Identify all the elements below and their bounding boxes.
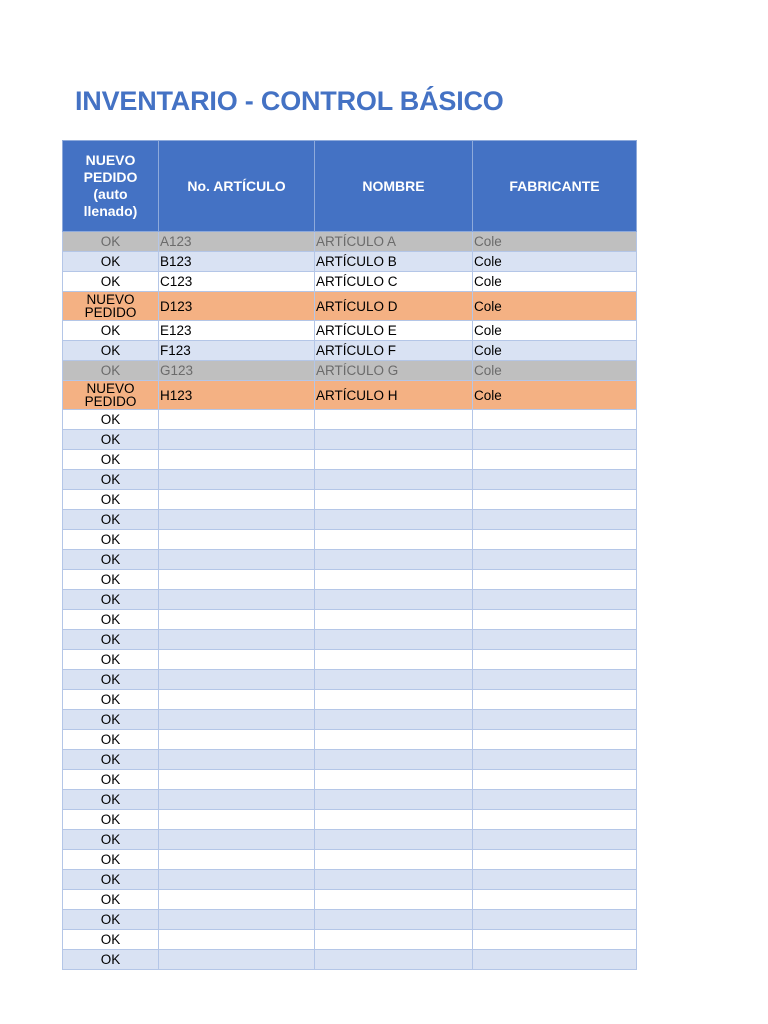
reorder-status-cell[interactable]: OK xyxy=(63,490,159,510)
item-number-cell[interactable]: G123 xyxy=(159,361,315,381)
manufacturer-cell[interactable] xyxy=(473,730,637,750)
manufacturer-cell[interactable] xyxy=(473,930,637,950)
item-name-cell[interactable] xyxy=(315,610,473,630)
table-row xyxy=(63,381,637,410)
reorder-status-cell[interactable]: OK xyxy=(63,410,159,430)
manufacturer-cell[interactable] xyxy=(473,810,637,830)
table-row xyxy=(63,770,637,790)
manufacturer-cell[interactable] xyxy=(473,410,637,430)
reorder-status-cell[interactable]: OK xyxy=(63,570,159,590)
item-name-cell[interactable] xyxy=(315,850,473,870)
item-number-cell[interactable]: A123 xyxy=(159,232,315,252)
item-number-cell[interactable] xyxy=(159,930,315,950)
manufacturer-cell[interactable] xyxy=(473,870,637,890)
item-name-cell[interactable] xyxy=(315,630,473,650)
reorder-status-cell[interactable]: OK xyxy=(63,510,159,530)
item-number-cell[interactable] xyxy=(159,750,315,770)
manufacturer-cell[interactable] xyxy=(473,670,637,690)
item-number-cell[interactable] xyxy=(159,910,315,930)
table-row xyxy=(63,470,637,490)
manufacturer-cell[interactable] xyxy=(473,850,637,870)
manufacturer-cell[interactable] xyxy=(473,490,637,510)
manufacturer-cell[interactable]: Cole xyxy=(473,381,637,410)
reorder-status-cell[interactable]: OK xyxy=(63,750,159,770)
manufacturer-cell[interactable]: Cole xyxy=(473,292,637,321)
item-number-cell[interactable] xyxy=(159,430,315,450)
table-row xyxy=(63,510,637,530)
item-number-cell[interactable] xyxy=(159,530,315,550)
reorder-status-cell[interactable]: OK xyxy=(63,910,159,930)
item-name-cell[interactable] xyxy=(315,450,473,470)
reorder-status-cell[interactable]: OK xyxy=(63,450,159,470)
table-row xyxy=(63,750,637,770)
item-number-cell[interactable] xyxy=(159,790,315,810)
item-number-cell[interactable] xyxy=(159,810,315,830)
item-name-cell[interactable] xyxy=(315,770,473,790)
manufacturer-cell[interactable] xyxy=(473,950,637,970)
inventory-table xyxy=(62,140,637,970)
item-number-cell[interactable] xyxy=(159,590,315,610)
reorder-status-cell[interactable]: OK xyxy=(63,830,159,850)
table-row xyxy=(63,850,637,870)
item-name-cell[interactable] xyxy=(315,550,473,570)
item-number-cell[interactable] xyxy=(159,710,315,730)
item-number-cell[interactable] xyxy=(159,610,315,630)
table-row xyxy=(63,530,637,550)
table-row xyxy=(63,710,637,730)
item-name-cell[interactable] xyxy=(315,810,473,830)
item-number-cell[interactable] xyxy=(159,730,315,750)
reorder-status-cell[interactable]: OK xyxy=(63,252,159,272)
item-number-cell[interactable] xyxy=(159,770,315,790)
table-row xyxy=(63,272,637,292)
table-row xyxy=(63,410,637,430)
col-header-item-number[interactable]: No. ARTÍCULO xyxy=(159,141,315,232)
table-row xyxy=(63,810,637,830)
manufacturer-cell[interactable]: Cole xyxy=(473,252,637,272)
table-row xyxy=(63,252,637,272)
reorder-status-cell[interactable]: OK xyxy=(63,690,159,710)
item-number-cell[interactable] xyxy=(159,510,315,530)
manufacturer-cell[interactable]: Cole xyxy=(473,232,637,252)
item-number-cell[interactable]: H123 xyxy=(159,381,315,410)
reorder-status-cell[interactable]: OK xyxy=(63,870,159,890)
item-name-cell[interactable]: ARTÍCULO A xyxy=(315,232,473,252)
item-number-cell[interactable]: D123 xyxy=(159,292,315,321)
item-name-cell[interactable]: ARTÍCULO H xyxy=(315,381,473,410)
item-name-cell[interactable] xyxy=(315,790,473,810)
table-row xyxy=(63,321,637,341)
table-row xyxy=(63,550,637,570)
manufacturer-cell[interactable] xyxy=(473,890,637,910)
reorder-status-cell[interactable]: OK xyxy=(63,710,159,730)
manufacturer-cell[interactable] xyxy=(473,650,637,670)
table-row xyxy=(63,490,637,510)
reorder-status-cell[interactable]: OK xyxy=(63,930,159,950)
item-number-cell[interactable]: F123 xyxy=(159,341,315,361)
table-row xyxy=(63,890,637,910)
reorder-status-cell[interactable]: OK xyxy=(63,610,159,630)
manufacturer-cell[interactable] xyxy=(473,790,637,810)
item-name-cell[interactable] xyxy=(315,870,473,890)
manufacturer-cell[interactable] xyxy=(473,450,637,470)
table-header xyxy=(63,141,637,232)
reorder-status-cell[interactable]: OK xyxy=(63,770,159,790)
item-name-cell[interactable] xyxy=(315,510,473,530)
manufacturer-cell[interactable]: Cole xyxy=(473,361,637,381)
item-name-cell[interactable] xyxy=(315,710,473,730)
manufacturer-cell[interactable] xyxy=(473,910,637,930)
manufacturer-cell[interactable] xyxy=(473,510,637,530)
reorder-status-cell[interactable]: OK xyxy=(63,530,159,550)
table-row xyxy=(63,690,637,710)
item-name-cell[interactable] xyxy=(315,410,473,430)
table-row xyxy=(63,950,637,970)
item-name-cell[interactable]: ARTÍCULO G xyxy=(315,361,473,381)
item-number-cell[interactable] xyxy=(159,890,315,910)
item-name-cell[interactable] xyxy=(315,650,473,670)
item-name-cell[interactable] xyxy=(315,490,473,510)
col-header-reorder[interactable]: NUEVO PEDIDO (auto llenado) xyxy=(63,141,159,232)
item-number-cell[interactable] xyxy=(159,410,315,430)
item-number-cell[interactable]: C123 xyxy=(159,272,315,292)
item-number-cell[interactable] xyxy=(159,650,315,670)
manufacturer-cell[interactable] xyxy=(473,690,637,710)
reorder-status-cell[interactable]: OK xyxy=(63,630,159,650)
item-name-cell[interactable] xyxy=(315,570,473,590)
item-name-cell[interactable]: ARTÍCULO E xyxy=(315,321,473,341)
reorder-status-cell[interactable]: OK xyxy=(63,890,159,910)
table-row xyxy=(63,630,637,650)
table-row xyxy=(63,790,637,810)
reorder-status-cell[interactable]: OK xyxy=(63,650,159,670)
table-row xyxy=(63,870,637,890)
manufacturer-cell[interactable] xyxy=(473,590,637,610)
manufacturer-cell[interactable]: Cole xyxy=(473,321,637,341)
table-row xyxy=(63,430,637,450)
table-row xyxy=(63,292,637,321)
reorder-status-cell[interactable]: OK xyxy=(63,590,159,610)
item-name-cell[interactable] xyxy=(315,930,473,950)
item-number-cell[interactable] xyxy=(159,950,315,970)
table-row xyxy=(63,361,637,381)
reorder-status-cell[interactable]: OK xyxy=(63,232,159,252)
table-row xyxy=(63,930,637,950)
item-name-cell[interactable] xyxy=(315,950,473,970)
table-row xyxy=(63,650,637,670)
manufacturer-cell[interactable] xyxy=(473,710,637,730)
table-row xyxy=(63,910,637,930)
item-name-cell[interactable] xyxy=(315,910,473,930)
item-number-cell[interactable]: B123 xyxy=(159,252,315,272)
manufacturer-cell[interactable]: Cole xyxy=(473,341,637,361)
reorder-status-cell[interactable]: OK xyxy=(63,730,159,750)
manufacturer-cell[interactable]: Cole xyxy=(473,272,637,292)
reorder-status-cell[interactable]: NUEVO PEDIDO xyxy=(63,381,159,410)
manufacturer-cell[interactable] xyxy=(473,550,637,570)
item-name-cell[interactable] xyxy=(315,750,473,770)
item-number-cell[interactable] xyxy=(159,550,315,570)
manufacturer-cell[interactable] xyxy=(473,770,637,790)
manufacturer-cell[interactable] xyxy=(473,630,637,650)
table-row xyxy=(63,232,637,252)
item-number-cell[interactable]: E123 xyxy=(159,321,315,341)
reorder-status-cell[interactable]: OK xyxy=(63,341,159,361)
item-name-cell[interactable] xyxy=(315,730,473,750)
item-number-cell[interactable] xyxy=(159,670,315,690)
reorder-status-cell[interactable]: OK xyxy=(63,430,159,450)
reorder-status-cell[interactable]: OK xyxy=(63,550,159,570)
manufacturer-cell[interactable] xyxy=(473,530,637,550)
item-number-cell[interactable] xyxy=(159,870,315,890)
reorder-status-cell[interactable]: OK xyxy=(63,850,159,870)
item-name-cell[interactable] xyxy=(315,830,473,850)
reorder-status-cell[interactable]: OK xyxy=(63,790,159,810)
manufacturer-cell[interactable] xyxy=(473,570,637,590)
item-number-cell[interactable] xyxy=(159,450,315,470)
col-header-manufacturer[interactable]: FABRICANTE xyxy=(473,141,637,232)
table-row xyxy=(63,570,637,590)
table-row xyxy=(63,450,637,470)
item-name-cell[interactable] xyxy=(315,690,473,710)
table-row xyxy=(63,590,637,610)
manufacturer-cell[interactable] xyxy=(473,430,637,450)
item-number-cell[interactable] xyxy=(159,470,315,490)
item-number-cell[interactable] xyxy=(159,570,315,590)
item-name-cell[interactable] xyxy=(315,890,473,910)
item-number-cell[interactable] xyxy=(159,690,315,710)
reorder-status-cell[interactable]: OK xyxy=(63,810,159,830)
manufacturer-cell[interactable] xyxy=(473,830,637,850)
table-row xyxy=(63,830,637,850)
reorder-status-cell[interactable]: OK xyxy=(63,361,159,381)
reorder-status-cell[interactable]: NUEVO PEDIDO xyxy=(63,292,159,321)
reorder-status-cell[interactable]: OK xyxy=(63,470,159,490)
manufacturer-cell[interactable] xyxy=(473,470,637,490)
reorder-status-cell[interactable]: OK xyxy=(63,950,159,970)
table-row xyxy=(63,341,637,361)
item-name-cell[interactable]: ARTÍCULO F xyxy=(315,341,473,361)
item-name-cell[interactable] xyxy=(315,530,473,550)
manufacturer-cell[interactable] xyxy=(473,610,637,630)
item-number-cell[interactable] xyxy=(159,630,315,650)
table-row xyxy=(63,670,637,690)
item-name-cell[interactable] xyxy=(315,470,473,490)
reorder-status-cell[interactable]: OK xyxy=(63,321,159,341)
item-number-cell[interactable] xyxy=(159,830,315,850)
col-header-name[interactable]: NOMBRE xyxy=(315,141,473,232)
item-name-cell[interactable] xyxy=(315,430,473,450)
item-number-cell[interactable] xyxy=(159,490,315,510)
page-title: INVENTARIO - CONTROL BÁSICO xyxy=(75,86,504,116)
item-name-cell[interactable]: ARTÍCULO D xyxy=(315,292,473,321)
reorder-status-cell[interactable]: OK xyxy=(63,670,159,690)
item-number-cell[interactable] xyxy=(159,850,315,870)
table-row xyxy=(63,730,637,750)
table-row xyxy=(63,610,637,630)
item-name-cell[interactable]: ARTÍCULO C xyxy=(315,272,473,292)
item-name-cell[interactable] xyxy=(315,670,473,690)
reorder-status-cell[interactable]: OK xyxy=(63,272,159,292)
item-name-cell[interactable]: ARTÍCULO B xyxy=(315,252,473,272)
item-name-cell[interactable] xyxy=(315,590,473,610)
manufacturer-cell[interactable] xyxy=(473,750,637,770)
table-body xyxy=(63,232,637,970)
header-row xyxy=(63,141,637,232)
